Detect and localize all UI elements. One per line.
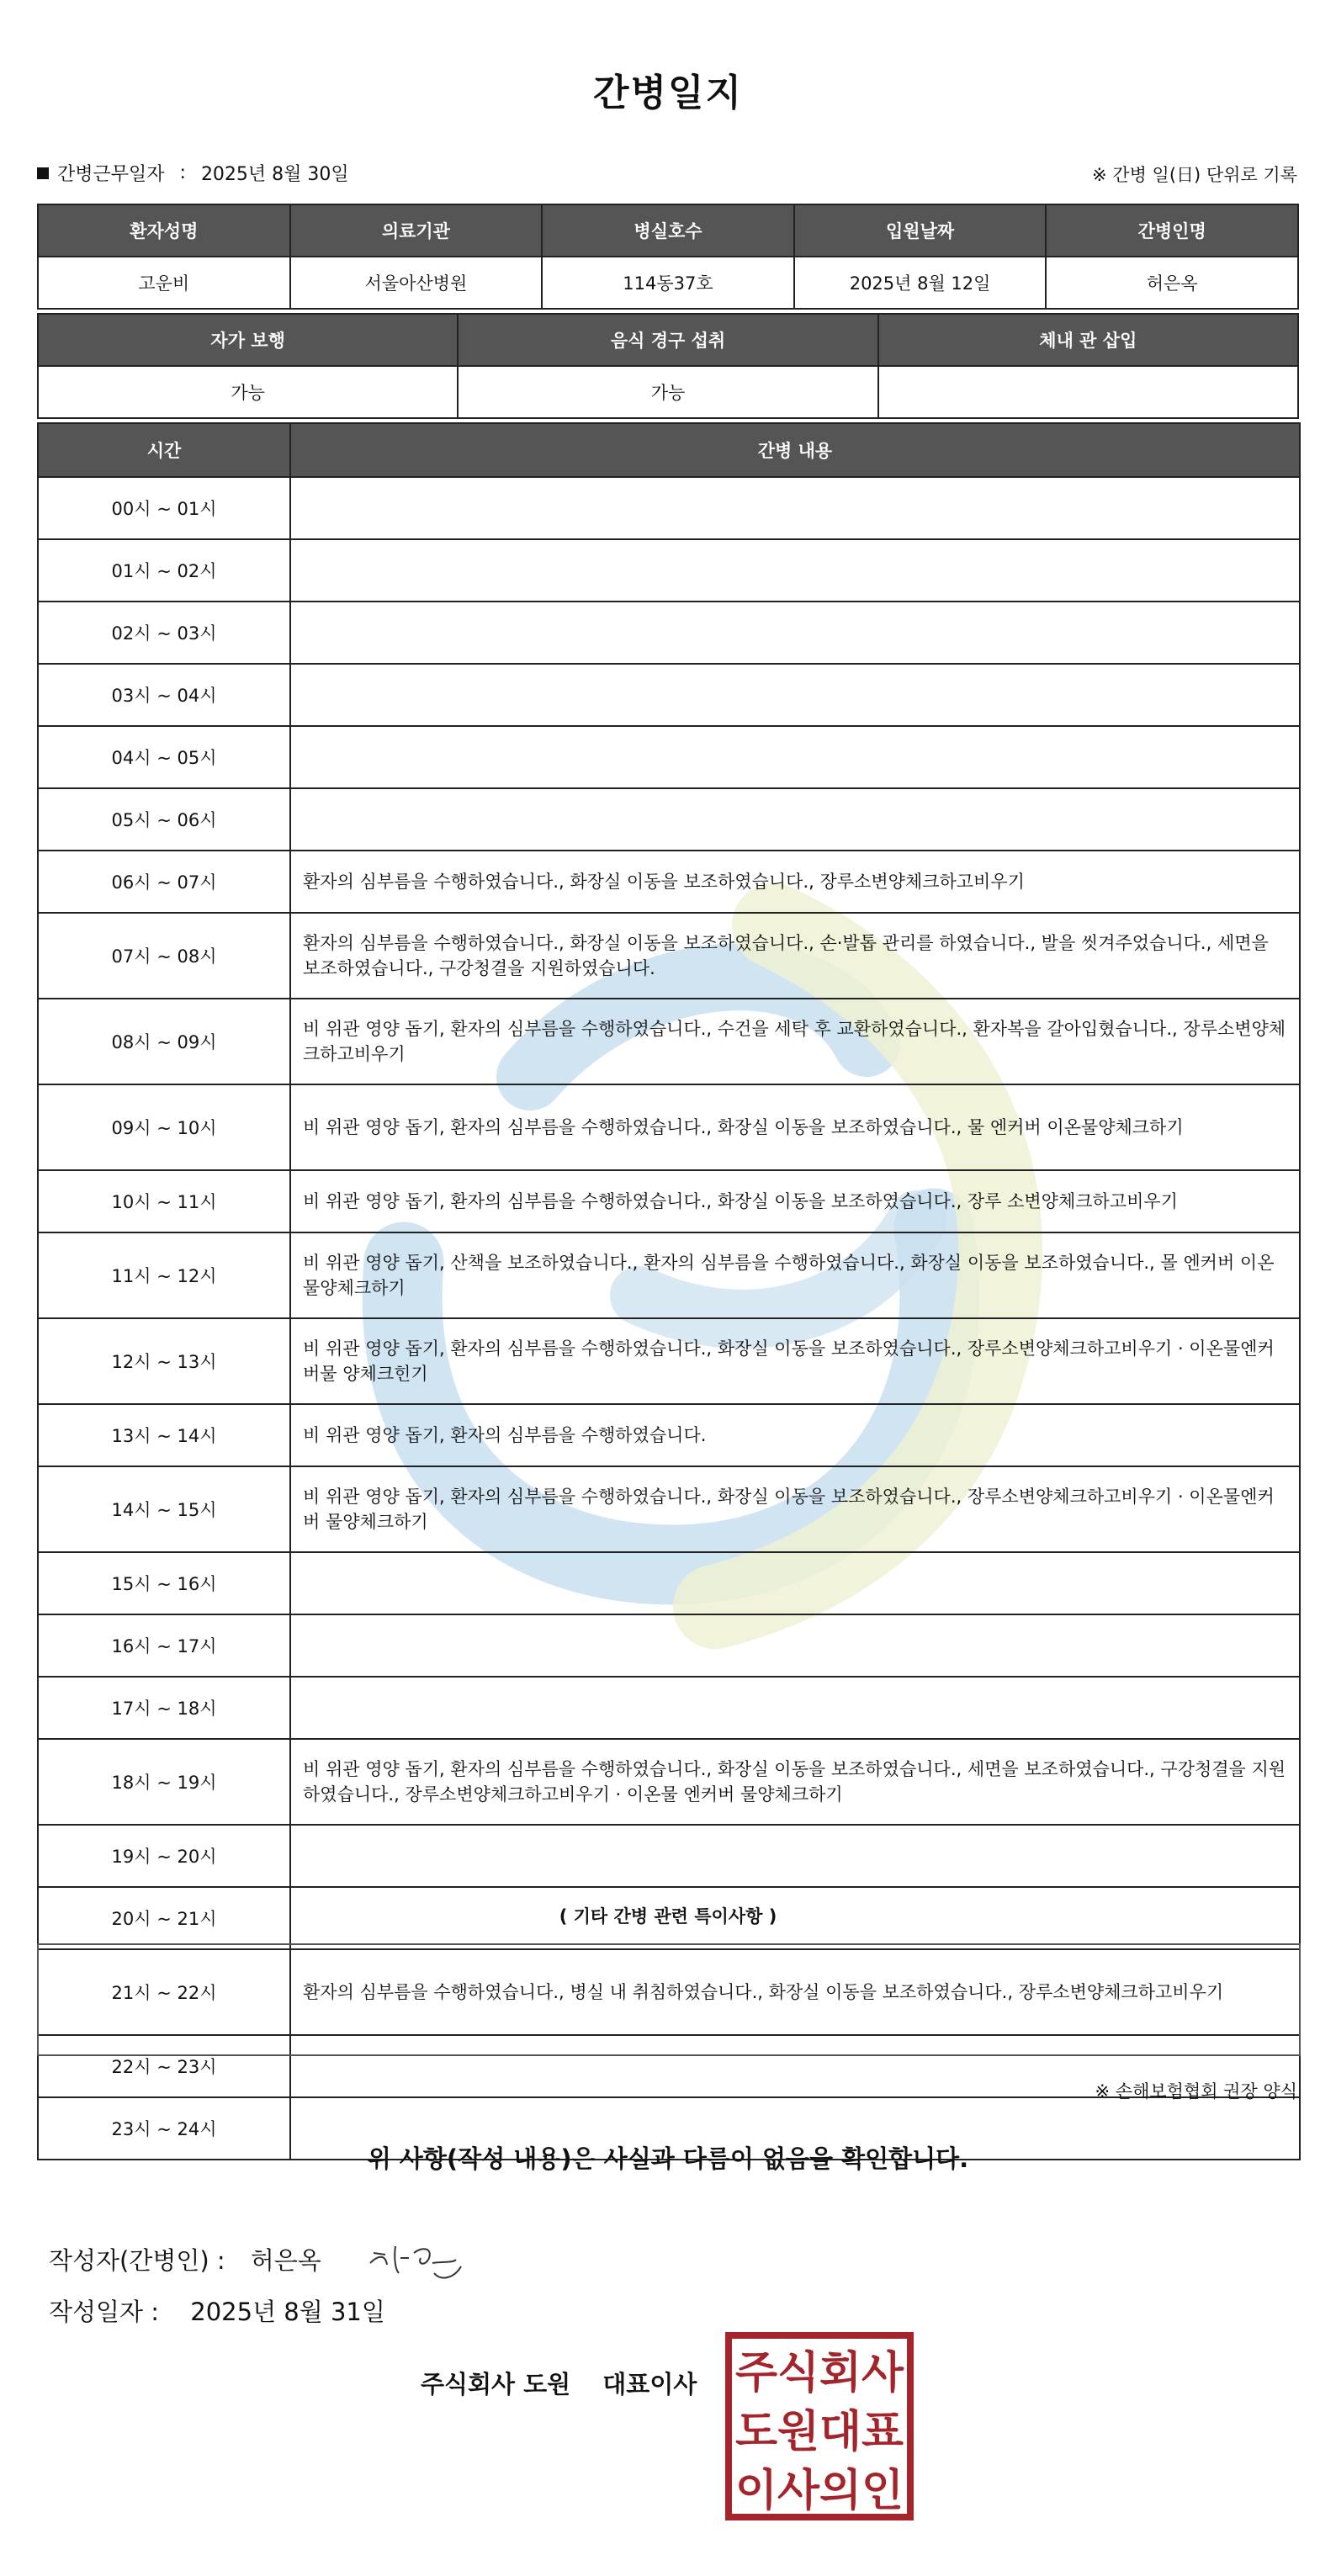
header-room: 병실호수 xyxy=(542,204,794,257)
header-self-walking: 자가 보행 xyxy=(38,314,458,366)
writer-name: 허은옥 xyxy=(250,2245,321,2275)
log-row xyxy=(38,602,1300,664)
self-walking-value: 가능 xyxy=(38,366,458,418)
caregiver-value: 허은옥 xyxy=(1046,257,1298,309)
written-date-label: 작성일자 : xyxy=(49,2298,160,2326)
log-time: 01시 ~ 02시 xyxy=(38,539,290,602)
bullet-square-icon xyxy=(37,167,49,179)
log-row xyxy=(38,664,1300,726)
work-date-label: 간병근무일자 xyxy=(57,164,165,185)
log-content xyxy=(290,1552,1300,1614)
special-notes-box xyxy=(37,1943,1301,2056)
log-row xyxy=(38,913,1300,999)
written-date-value: 2025년 8월 31일 xyxy=(190,2298,385,2326)
log-time: 12시 ~ 13시 xyxy=(38,1318,290,1404)
writer-line xyxy=(49,2229,471,2288)
writer-label: 작성자(간병인) : xyxy=(49,2245,225,2275)
log-content: 비 위관 영양 돕기, 환자의 심부름을 수행하였습니다. xyxy=(290,1404,1300,1466)
log-time: 00시 ~ 01시 xyxy=(38,477,290,539)
oral-intake-value: 가능 xyxy=(458,366,877,418)
record-unit-note: ※ 간병 일(日) 단위로 기록 xyxy=(1092,165,1297,185)
log-time: 16시 ~ 17시 xyxy=(38,1614,290,1677)
svg-text:이사의인: 이사의인 xyxy=(735,2466,904,2516)
log-time: 15시 ~ 16시 xyxy=(38,1552,290,1614)
log-time: 19시 ~ 20시 xyxy=(38,1825,290,1887)
log-row xyxy=(38,788,1300,851)
log-time: 10시 ~ 11시 xyxy=(38,1170,290,1232)
log-row xyxy=(38,1170,1300,1232)
log-time: 18시 ~ 19시 xyxy=(38,1739,290,1825)
log-content: 환자의 심부름을 수행하였습니다., 화장실 이동을 보조하였습니다., 장루소변양체크하고비우기 xyxy=(290,851,1300,913)
company-name: 주식회사 도원 xyxy=(421,2370,571,2398)
log-content: 비 위관 영양 돕기, 환자의 심부름을 수행하였습니다., 화장실 이동을 보조하였습니다., 장루 소변양체크하고비우기 xyxy=(290,1170,1300,1232)
log-row xyxy=(38,1552,1300,1614)
log-content: 환자의 심부름을 수행하였습니다., 화장실 이동을 보조하였습니다., 손·발톱 관리를 하였습니다., 발을 씻겨주었습니다., 세면을 보조하였습니다., 구강청결을 지원하였습니다. xyxy=(290,913,1300,999)
work-date-separator: : xyxy=(179,162,186,183)
tube-insertion-value xyxy=(878,366,1298,418)
log-time: 23시 ~ 24시 xyxy=(38,2097,290,2160)
page-title: 간병일지 xyxy=(592,72,743,114)
patient-status-table xyxy=(37,313,1299,419)
log-content: 환자의 심부름을 수행하였습니다., 병실 내 취침하였습니다., 화장실 이동을 보조하였습니다., 장루소변양체크하고비우기 xyxy=(290,1949,1300,2035)
log-content xyxy=(290,726,1300,788)
work-date-value: 2025년 8월 30일 xyxy=(200,164,349,185)
patient-value-row xyxy=(38,257,1298,309)
log-time: 11시 ~ 12시 xyxy=(38,1232,290,1318)
handwritten-signature xyxy=(362,2229,471,2288)
written-date-line xyxy=(49,2293,385,2328)
log-row xyxy=(38,999,1300,1084)
log-row xyxy=(38,1232,1300,1318)
log-row xyxy=(38,1825,1300,1887)
log-row xyxy=(38,539,1300,602)
header-caregiver: 간병인명 xyxy=(1046,204,1298,257)
work-date xyxy=(37,160,349,186)
care-log-table xyxy=(37,422,1301,2160)
hospital-value: 서울아산병원 xyxy=(290,257,543,309)
header-patient-name: 환자성명 xyxy=(38,204,290,257)
log-row xyxy=(38,726,1300,788)
log-row xyxy=(38,851,1300,913)
log-time: 06시 ~ 07시 xyxy=(38,851,290,913)
log-content xyxy=(290,1614,1300,1677)
log-row xyxy=(38,477,1300,539)
patient-header-row xyxy=(38,204,1298,257)
svg-text:주식회사: 주식회사 xyxy=(735,2348,904,2398)
log-content xyxy=(290,539,1300,602)
admission-date-value: 2025년 8월 12일 xyxy=(794,257,1047,309)
company-seal xyxy=(725,2332,914,2520)
log-row xyxy=(38,1318,1300,1404)
header-oral-intake: 음식 경구 섭취 xyxy=(458,314,877,366)
company-line xyxy=(421,2366,697,2400)
log-time: 02시 ~ 03시 xyxy=(38,602,290,664)
log-row xyxy=(38,1404,1300,1466)
log-row xyxy=(38,1614,1300,1677)
header-hospital: 의료기관 xyxy=(290,204,543,257)
status-value-row xyxy=(38,366,1298,418)
status-header-row xyxy=(38,314,1298,366)
log-content xyxy=(290,1825,1300,1887)
log-time: 14시 ~ 15시 xyxy=(38,1466,290,1552)
svg-text:도원대표: 도원대표 xyxy=(735,2407,904,2457)
log-content: 비 위관 영양 돕기, 환자의 심부름을 수행하였습니다., 수건을 세탁 후 교환하였습니다., 환자복을 갈아입혔습니다., 장루소변양체크하고비우기 xyxy=(290,999,1300,1084)
log-content xyxy=(290,788,1300,851)
log-row xyxy=(38,1677,1300,1739)
log-time: 07시 ~ 08시 xyxy=(38,913,290,999)
patient-name-value: 고운비 xyxy=(38,257,290,309)
header-admission-date: 입원날짜 xyxy=(794,204,1047,257)
confirmation-statement: 위 사항(작성 내용)은 사실과 다름이 없음을 확인합니다. xyxy=(367,2144,969,2173)
log-content: 비 위관 영양 돕기, 환자의 심부름을 수행하였습니다., 화장실 이동을 보조하였습니다., 장루소변양체크하고비우기 · 이온물엔커버 물양체크하기 xyxy=(290,1466,1300,1552)
header-time: 시간 xyxy=(38,423,290,477)
log-content xyxy=(290,664,1300,726)
form-source-note: ※ 손해보험협회 권장 양식 xyxy=(1095,2081,1297,2102)
log-content xyxy=(290,602,1300,664)
log-content xyxy=(290,477,1300,539)
log-row xyxy=(38,1739,1300,1825)
special-notes-title: ( 기타 간병 관련 특이사항 ) xyxy=(559,1906,777,1927)
log-time: 03시 ~ 04시 xyxy=(38,664,290,726)
header-care-content: 간병 내용 xyxy=(290,423,1300,477)
log-time: 08시 ~ 09시 xyxy=(38,999,290,1084)
log-time: 17시 ~ 18시 xyxy=(38,1677,290,1739)
patient-info-table xyxy=(37,204,1299,310)
room-value: 114동37호 xyxy=(542,257,794,309)
ceo-label: 대표이사 xyxy=(602,2370,697,2398)
header-tube-insertion: 체내 관 삽입 xyxy=(878,314,1298,366)
log-content: 비 위관 영양 돕기, 산책을 보조하였습니다., 환자의 심부름을 수행하였습니다., 화장실 이동을 보조하였습니다., 몰 엔커버 이온물양체크하기 xyxy=(290,1232,1300,1318)
log-content: 비 위관 영양 돕기, 환자의 심부름을 수행하였습니다., 화장실 이동을 보조하였습니다., 물 엔커버 이온물양체크하기 xyxy=(290,1084,1300,1170)
log-time: 20시 ~ 21시 xyxy=(38,1887,290,1949)
log-content: 비 위관 영양 돕기, 환자의 심부름을 수행하였습니다., 화장실 이동을 보조하였습니다., 세면을 보조하였습니다., 구강청결을 지원하였습니다., 장루소변양체크하고비우기 · 이온물 엔커버 물양체크하기 xyxy=(290,1739,1300,1825)
log-time: 05시 ~ 06시 xyxy=(38,788,290,851)
log-time: 22시 ~ 23시 xyxy=(38,2035,290,2097)
log-time: 21시 ~ 22시 xyxy=(38,1949,290,2035)
log-header-row xyxy=(38,423,1300,477)
log-row xyxy=(38,1084,1300,1170)
log-time: 04시 ~ 05시 xyxy=(38,726,290,788)
log-content xyxy=(290,1677,1300,1739)
log-content: 비 위관 영양 돕기, 환자의 심부름을 수행하였습니다., 화장실 이동을 보조하였습니다., 장루소변양체크하고비우기 · 이온물엔커버물 양체크힌기 xyxy=(290,1318,1300,1404)
log-row xyxy=(38,1466,1300,1552)
log-time: 09시 ~ 10시 xyxy=(38,1084,290,1170)
log-time: 13시 ~ 14시 xyxy=(38,1404,290,1466)
